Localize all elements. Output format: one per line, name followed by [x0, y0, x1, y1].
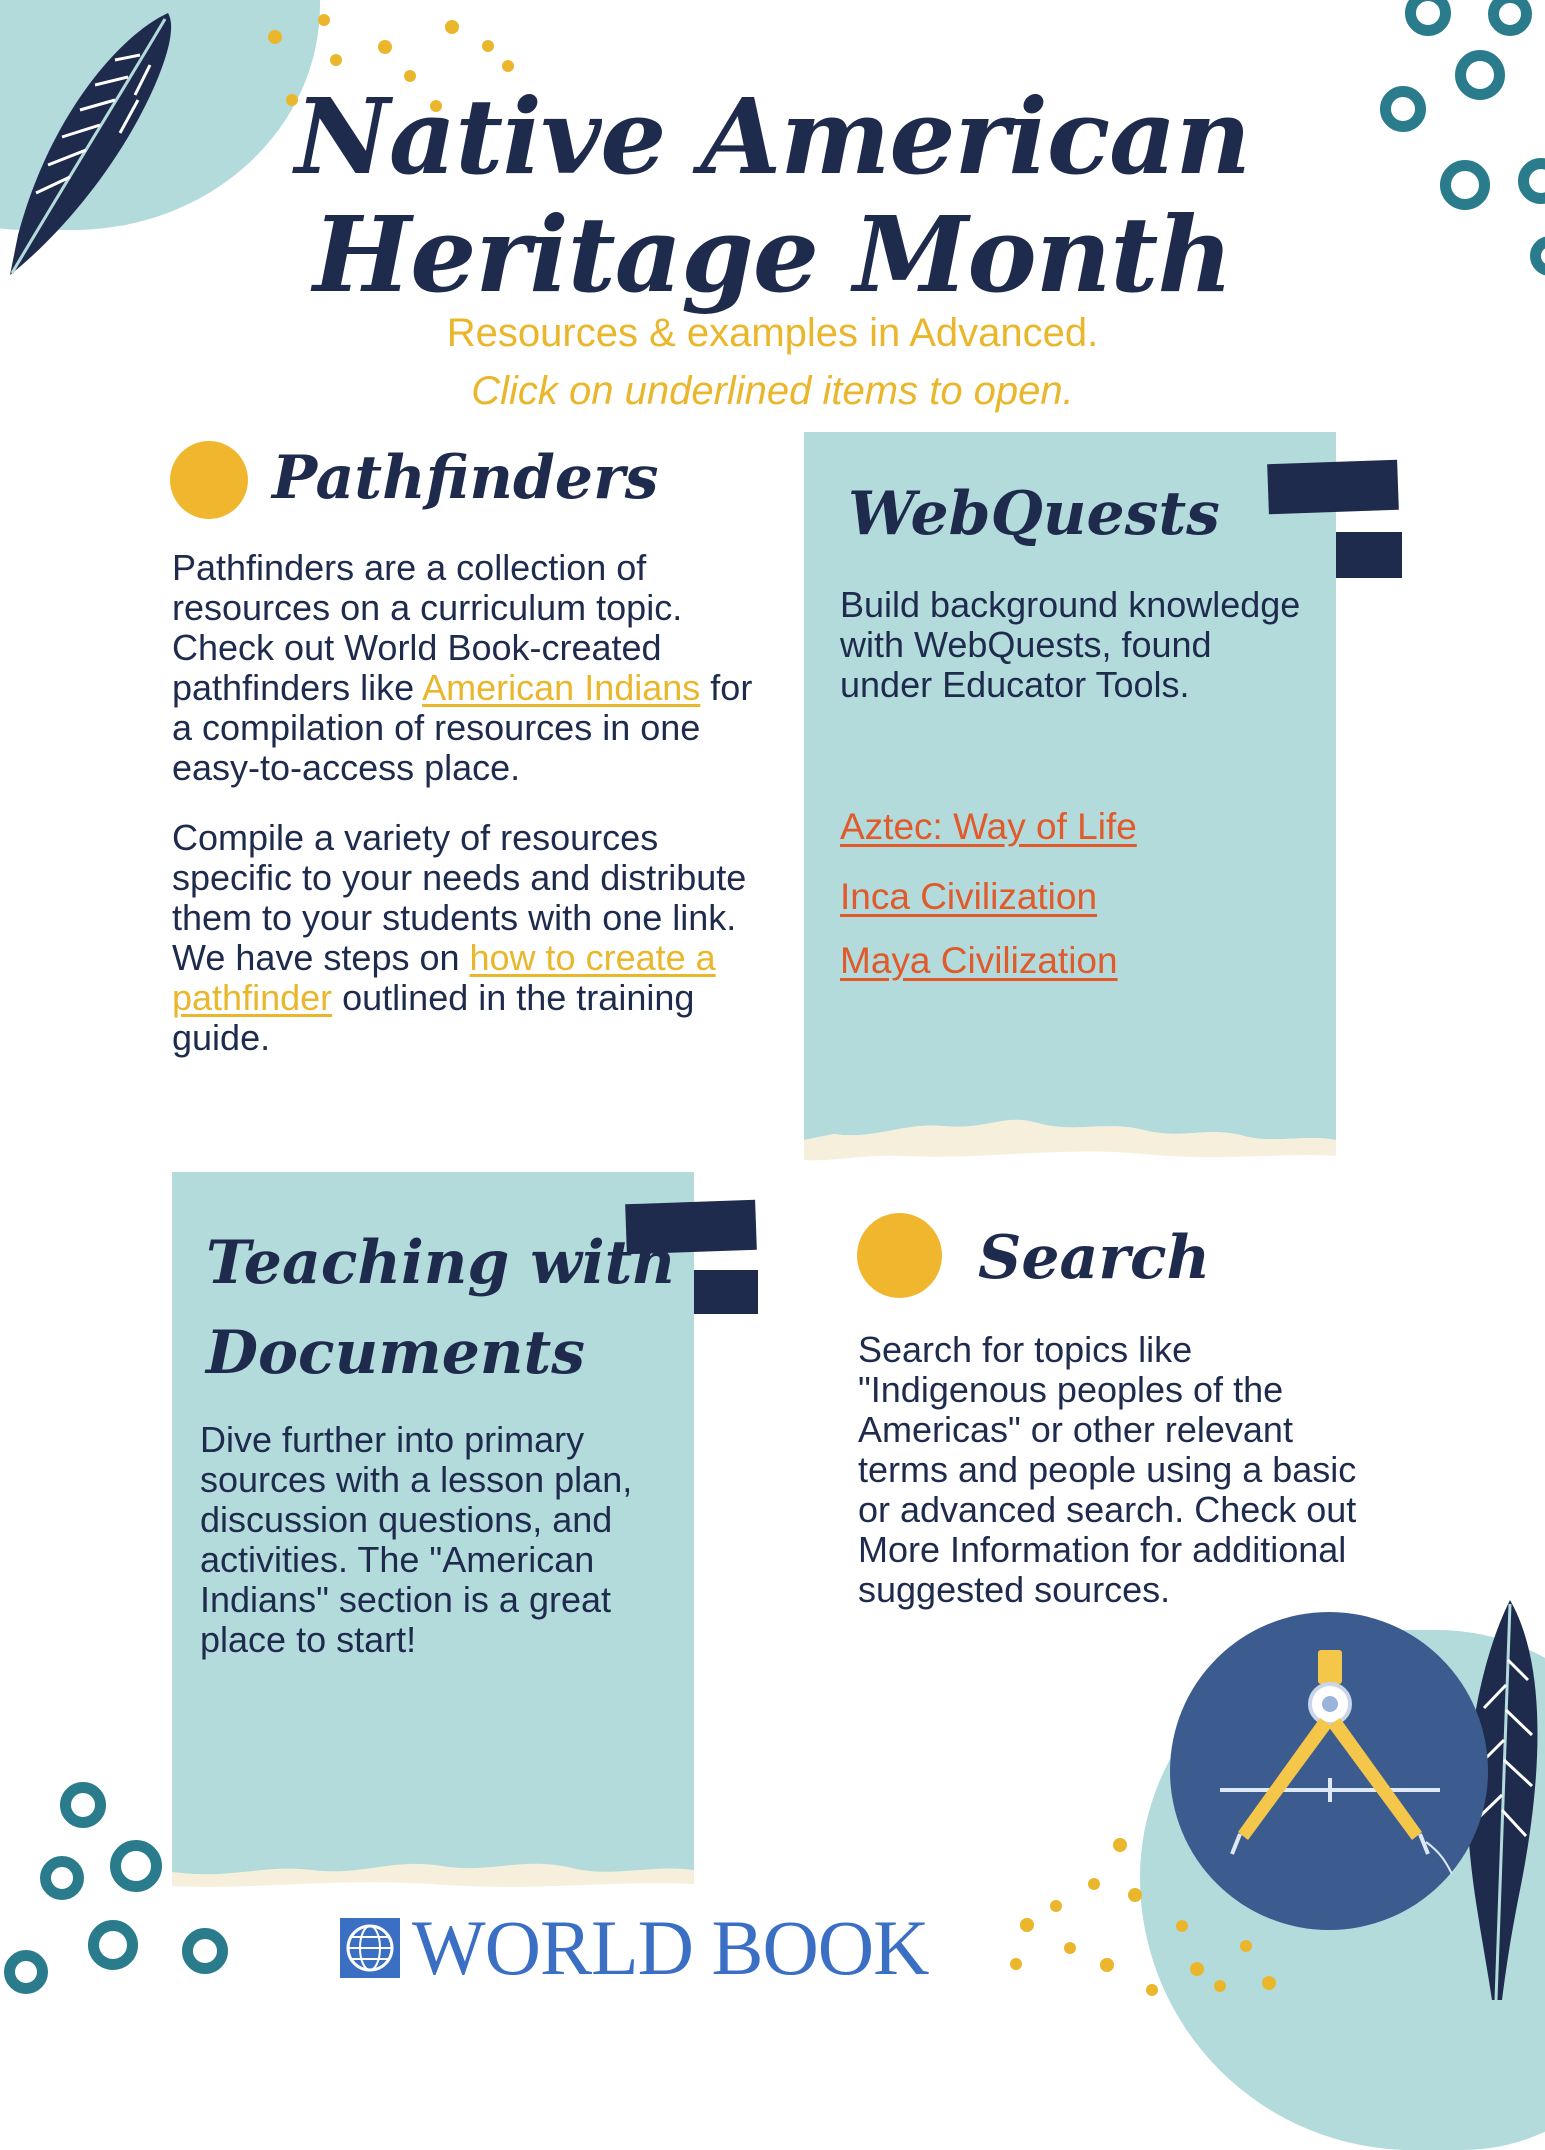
teal-ring: [1440, 160, 1490, 210]
pathfinders-paragraph-1: [172, 548, 772, 788]
webquests-body: Build background knowledge with WebQuests, found under Educator Tools.: [840, 584, 1301, 705]
gold-speck: [1146, 1984, 1158, 1996]
teal-ring: [4, 1950, 48, 1994]
gold-speck: [482, 40, 494, 52]
subtitle-line-1: Resources & examples in Advanced.: [446, 311, 1099, 355]
teaching-documents-body: Dive further into primary sources with a lesson plan, discussion questions, and activities. The "American Indians" section is a great place to start!: [200, 1419, 633, 1660]
gold-speck: [1064, 1942, 1076, 1954]
world-book-logo: [338, 1904, 929, 1991]
teal-ring: [40, 1856, 84, 1900]
gold-speck: [445, 20, 459, 34]
tape-strip: [1336, 532, 1402, 578]
pathfinders-text: for a compilation of resources in one easy-to-access place.: [172, 667, 753, 788]
teal-ring: [60, 1782, 106, 1828]
pathfinders-text: Compile a variety of resources specific to your needs and distribute them to your students with one link. We have steps on: [172, 817, 747, 978]
gold-speck: [330, 54, 342, 66]
pathfinders-text: Pathfinders are a collection of resources on a curriculum topic. Check out World Book-created pathfinders like: [172, 547, 683, 708]
tape-strip: [1267, 460, 1399, 515]
pathfinders-paragraph-2: [172, 818, 772, 1058]
american-indians-link[interactable]: American Indians: [422, 667, 701, 708]
teal-ring: [1455, 50, 1505, 100]
teal-ring: [182, 1928, 228, 1974]
globe-icon: [338, 1916, 402, 1980]
maya-civilization-link[interactable]: Maya Civilization: [840, 940, 1118, 981]
gold-speck: [502, 60, 514, 72]
webquests-link-list: [840, 805, 1300, 983]
teal-ring: [1488, 0, 1532, 36]
gold-speck: [1262, 1976, 1276, 1990]
gold-speck: [1100, 1958, 1114, 1972]
page-title: Native American Heritage Month: [294, 75, 1251, 316]
torn-paper-edge: [172, 1840, 694, 1900]
aztec-way-of-life-link[interactable]: Aztec: Way of Life: [840, 806, 1137, 847]
subtitle-line-2: Click on underlined items to open.: [471, 369, 1074, 413]
tape-strip: [694, 1270, 758, 1314]
create-pathfinder-link[interactable]: how to create a pathfinder: [172, 937, 716, 1018]
pathfinders-bullet-dot: [170, 441, 248, 519]
inca-civilization-link[interactable]: Inca Civilization: [840, 876, 1098, 917]
teal-ring: [1530, 236, 1545, 276]
pathfinders-text: outlined in the training guide.: [172, 977, 695, 1058]
teal-ring: [1405, 0, 1451, 36]
gold-speck: [1214, 1980, 1226, 1992]
page-subtitle: [200, 304, 1345, 420]
teaching-heading-line-2: Documents: [206, 1318, 585, 1388]
gold-speck: [1020, 1918, 1034, 1932]
gold-speck: [1088, 1878, 1100, 1890]
teal-ring: [110, 1840, 162, 1892]
teal-ring: [1518, 158, 1545, 204]
search-text: for additional suggested sources.: [858, 1529, 1347, 1610]
gold-speck: [1050, 1900, 1062, 1912]
teal-ring: [88, 1920, 138, 1970]
gold-speck: [268, 30, 282, 44]
gold-speck: [1240, 1940, 1252, 1952]
gold-speck: [378, 40, 392, 54]
gold-speck: [1190, 1962, 1204, 1976]
more-information-label: More Information: [858, 1529, 1131, 1570]
teaching-documents-heading: [206, 1218, 676, 1398]
webquests-heading: WebQuests: [848, 479, 1220, 549]
teaching-heading-line-1: Teaching with: [206, 1228, 677, 1298]
pathfinders-heading: Pathfinders: [272, 443, 659, 513]
gold-speck: [1128, 1888, 1142, 1902]
gold-speck: [318, 14, 330, 26]
search-heading: Search: [978, 1223, 1211, 1293]
pathfinders-body: [172, 548, 772, 1088]
gold-speck: [1113, 1838, 1127, 1852]
compass-icon: [1170, 1612, 1488, 1930]
search-body: [858, 1330, 1358, 1610]
search-bullet-dot: [857, 1213, 942, 1298]
search-text: Search for topics like "Indigenous peoples of the Americas" or other relevant terms and people using a basic or advanced search. Check out: [858, 1329, 1357, 1530]
world-book-wordmark: WORLD BOOK: [412, 1904, 929, 1991]
torn-paper-edge: [804, 1100, 1336, 1170]
gold-speck: [1010, 1958, 1022, 1970]
